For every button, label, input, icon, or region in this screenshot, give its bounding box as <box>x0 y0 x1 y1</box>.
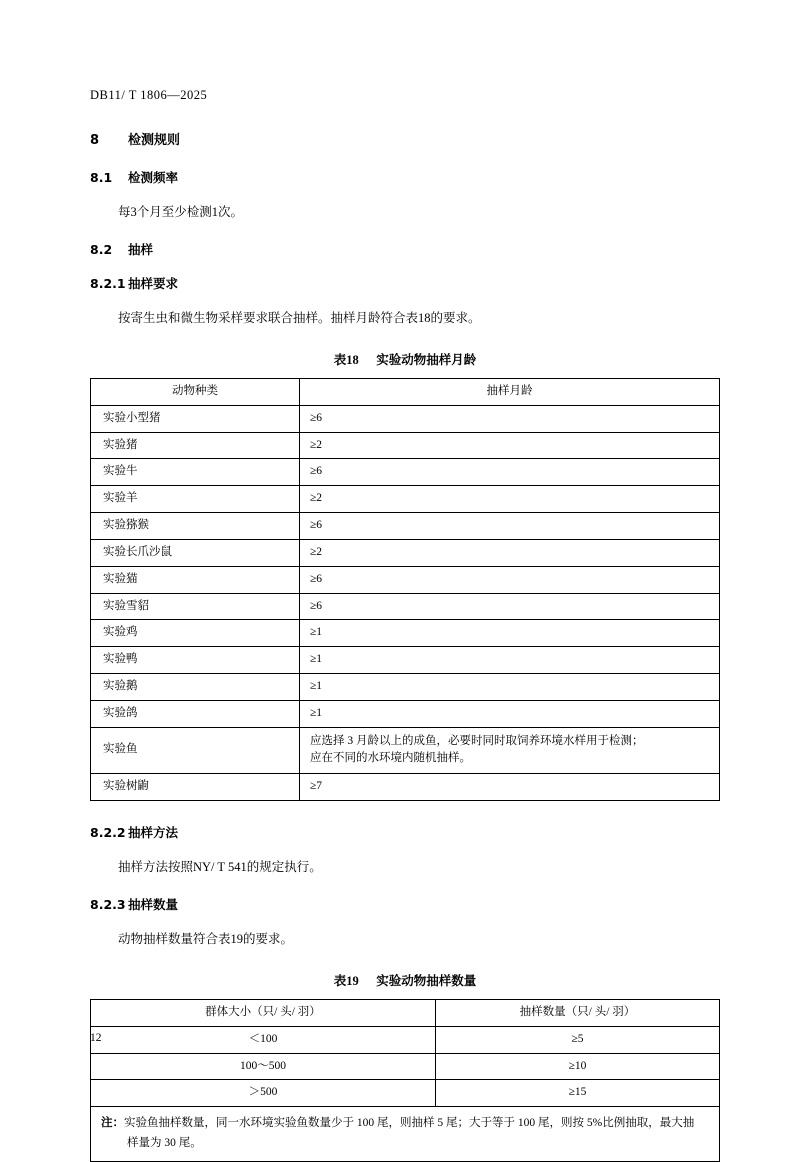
section-body-8-2-2: 抽样方法按照NY/ T 541的规定执行。 <box>118 860 322 874</box>
cell-species: 实验树鼩 <box>91 774 300 801</box>
section-heading-8-2-3 <box>90 895 720 913</box>
cell-age: ≥2 <box>300 539 720 566</box>
table-row <box>91 727 720 774</box>
cell-species: 实验猫 <box>91 566 300 593</box>
cell-age: ≥1 <box>300 700 720 727</box>
section-title-8: 检测规则 <box>128 133 181 148</box>
table-row <box>91 513 720 540</box>
table-19-sampling-quantity <box>90 999 720 1162</box>
section-title-8-2-1: 抽样要求 <box>128 276 179 291</box>
table-header-row <box>91 379 720 406</box>
table-row <box>91 405 720 432</box>
section-number-8-1: 8.1 <box>90 170 113 185</box>
table-18-sampling-age <box>90 378 720 801</box>
note-text-1: 实验鱼抽样数量，同一水环境实验鱼数量少于 100 尾，则抽样 5 尾；大于等于 100 尾，则按 5%比例抽取，最大抽 <box>124 1117 695 1130</box>
table-row <box>91 566 720 593</box>
section-title-8-2-2: 抽样方法 <box>128 825 179 840</box>
cell-age: ≥1 <box>300 673 720 700</box>
section-body-8-2-3: 动物抽样数量符合表19的要求。 <box>118 932 294 946</box>
cell-species: 实验牛 <box>91 459 300 486</box>
table-header-row <box>91 1000 720 1027</box>
page-number: 12 <box>90 1032 102 1044</box>
cell-age: ≥1 <box>300 647 720 674</box>
table-row <box>91 774 720 801</box>
table-row <box>91 1080 720 1107</box>
section-heading-8-2-2 <box>90 823 720 841</box>
table-19-caption <box>90 971 720 989</box>
cell-species: 实验鸭 <box>91 647 300 674</box>
table-18-header-species: 动物种类 <box>91 379 300 406</box>
table-18-header-age: 抽样月龄 <box>300 379 720 406</box>
table-19-header-group-size: 群体大小（只/ 头/ 羽） <box>91 1000 436 1027</box>
table-row <box>91 539 720 566</box>
cell-species: 实验鱼 <box>91 727 300 774</box>
table-row <box>91 620 720 647</box>
cell-species: 实验雪貂 <box>91 593 300 620</box>
cell-species: 实验鸡 <box>91 620 300 647</box>
cell-species: 实验鹅 <box>91 673 300 700</box>
table-19-title: 实验动物抽样数量 <box>376 973 477 988</box>
section-heading-8 <box>90 129 720 148</box>
table-18-title: 实验动物抽样月龄 <box>376 352 477 367</box>
cell-species: 实验鸽 <box>91 700 300 727</box>
cell-sample-count: ≥5 <box>436 1026 720 1053</box>
section-heading-8-2-1 <box>90 274 720 292</box>
page-content <box>90 88 720 1162</box>
standard-code-header: DB11/ T 1806—2025 <box>90 88 208 102</box>
table-18-number: 表18 <box>333 353 359 367</box>
table-row <box>91 1053 720 1080</box>
cell-age: ≥6 <box>300 513 720 540</box>
cell-group-size: ＞500 <box>91 1080 436 1107</box>
cell-sample-count: ≥10 <box>436 1053 720 1080</box>
cell-species: 实验长爪沙鼠 <box>91 539 300 566</box>
cell-species: 实验羊 <box>91 486 300 513</box>
table-row <box>91 459 720 486</box>
section-heading-8-2 <box>90 240 720 258</box>
table-row <box>91 593 720 620</box>
table-19-note <box>91 1107 720 1162</box>
table-19-header-sample-count: 抽样数量（只/ 头/ 羽） <box>436 1000 720 1027</box>
table-18-caption <box>90 350 720 368</box>
cell-group-size: 100～500 <box>91 1053 436 1080</box>
section-title-8-1: 检测频率 <box>128 170 179 185</box>
table-row <box>91 1026 720 1053</box>
note-line-2: 样量为 30 尾。 <box>127 1136 202 1149</box>
cell-species: 实验猪 <box>91 432 300 459</box>
cell-sample-count: ≥15 <box>436 1080 720 1107</box>
cell-species: 实验猕猴 <box>91 513 300 540</box>
cell-age-line-1: 应选择 3 月龄以上的成鱼，必要时同时取饲养环境水样用于检测； <box>310 734 644 747</box>
table-row <box>91 432 720 459</box>
cell-age: ≥6 <box>300 566 720 593</box>
table-row <box>91 647 720 674</box>
section-title-8-2-3: 抽样数量 <box>128 897 179 912</box>
cell-age: ≥2 <box>300 432 720 459</box>
cell-age: ≥7 <box>300 774 720 801</box>
table-row <box>91 700 720 727</box>
section-body-8-2-1: 按寄生虫和微生物采样要求联合抽样。抽样月龄符合表18的要求。 <box>118 311 481 325</box>
cell-age <box>300 727 720 774</box>
cell-age: ≥6 <box>300 405 720 432</box>
section-number-8: 8 <box>90 133 100 148</box>
cell-age: ≥1 <box>300 620 720 647</box>
table-row <box>91 486 720 513</box>
table-row <box>91 673 720 700</box>
section-number-8-2-2: 8.2.2 <box>90 825 126 840</box>
cell-species: 实验小型猪 <box>91 405 300 432</box>
cell-group-size: ＜100 <box>91 1026 436 1053</box>
section-number-8-2-3: 8.2.3 <box>90 897 126 912</box>
cell-age: ≥6 <box>300 459 720 486</box>
section-number-8-2: 8.2 <box>90 242 113 257</box>
note-line-1 <box>101 1113 709 1134</box>
cell-age-line-2: 应在不同的水环境内随机抽样。 <box>310 752 471 765</box>
section-heading-8-1 <box>90 168 720 186</box>
section-body-8-1: 每3个月至少检测1次。 <box>118 205 244 219</box>
table-row <box>91 1107 720 1162</box>
section-title-8-2: 抽样 <box>128 242 154 257</box>
note-label: 注： <box>101 1115 124 1130</box>
table-19-number: 表19 <box>333 974 359 988</box>
cell-age: ≥2 <box>300 486 720 513</box>
cell-age: ≥6 <box>300 593 720 620</box>
section-number-8-2-1: 8.2.1 <box>90 276 126 291</box>
